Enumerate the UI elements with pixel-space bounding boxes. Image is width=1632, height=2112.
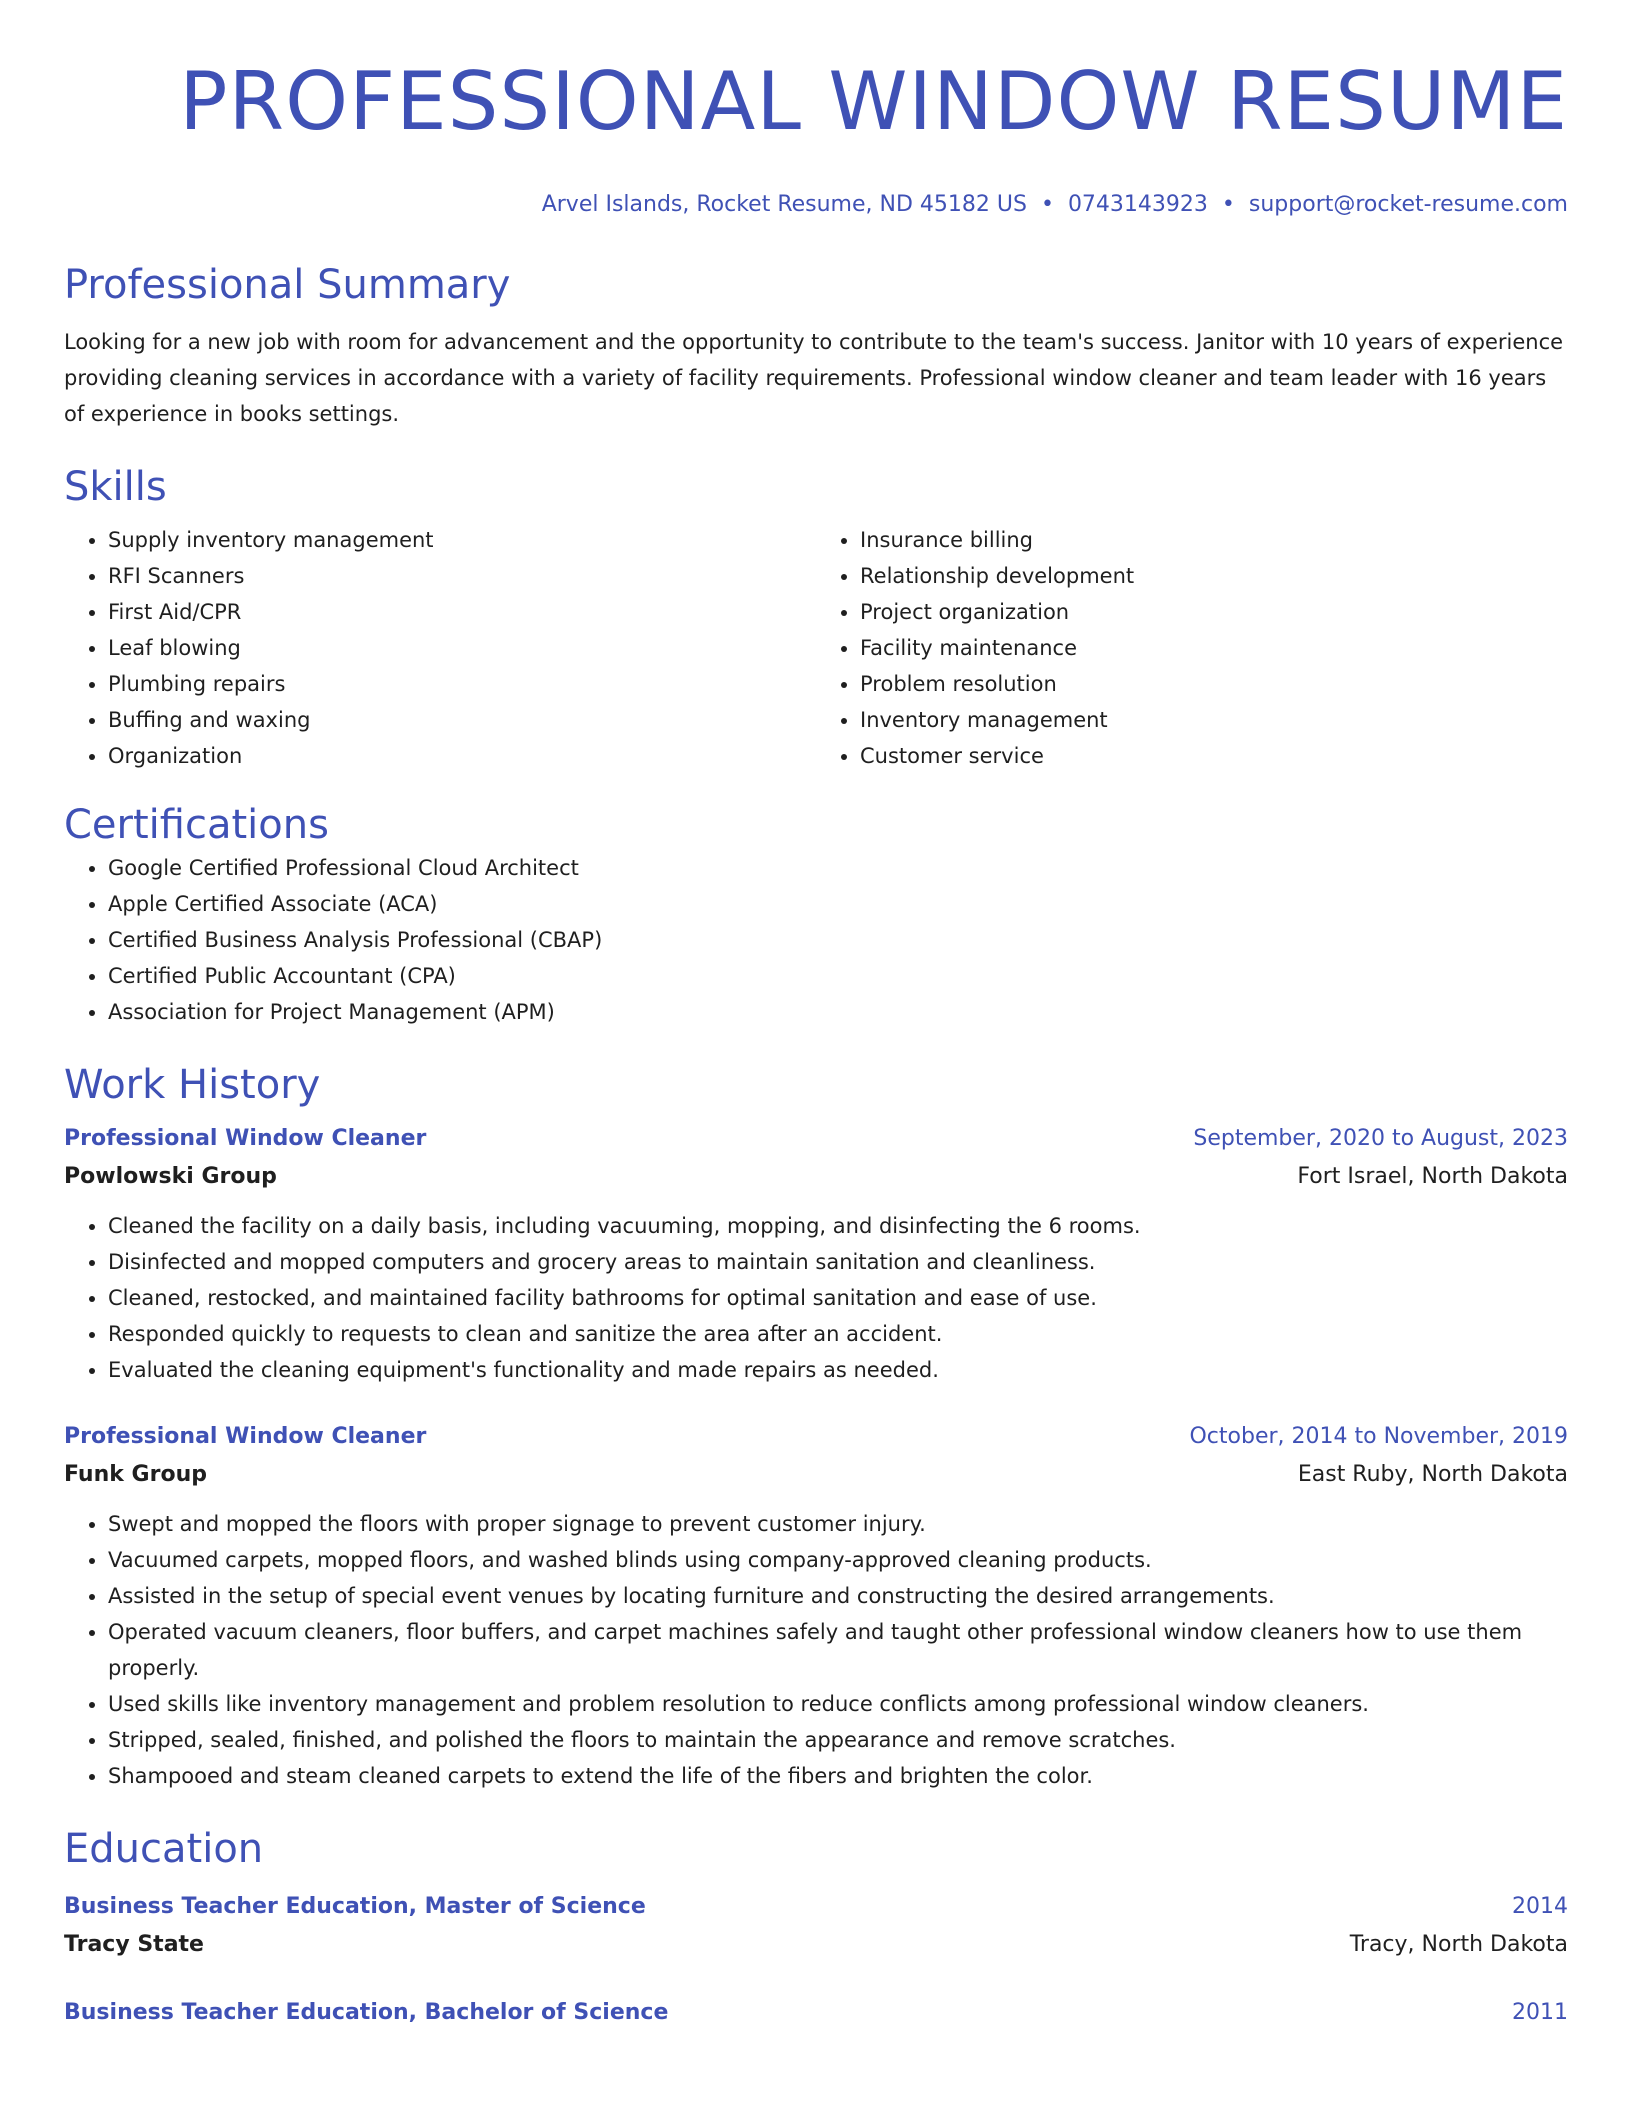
job-duty: • Evaluated the cleaning equipment's functionality and made repairs as needed.	[108, 1352, 1568, 1388]
skill-item: • Project organization	[860, 594, 1568, 630]
contact-line	[64, 190, 1568, 220]
certification-item: • Apple Certified Associate (ACA)	[108, 886, 1568, 922]
skills-section	[64, 462, 1568, 774]
job-duty: • Cleaned the facility on a daily basis, including vacuuming, mopping, and disinfecting the 6 rooms.	[108, 1208, 1568, 1244]
job-duty: • Shampooed and steam cleaned carpets to extend the life of the fibers and brighten the color.	[108, 1758, 1568, 1794]
education-header-row	[64, 1994, 1568, 2032]
job-dates: October, 2014 to November, 2019	[1189, 1424, 1568, 1449]
skill-item: • Inventory management	[860, 702, 1568, 738]
certification-item: • Certified Business Analysis Professional (CBAP)	[108, 922, 1568, 958]
job-duty: • Operated vacuum cleaners, floor buffers, and carpet machines safely and taught other professional window cleaners how to use them properly.	[108, 1614, 1568, 1686]
contact-separator: •	[1221, 192, 1235, 217]
job-duties-list	[64, 1506, 1568, 1794]
skill-item: • Plumbing repairs	[108, 666, 816, 702]
job-role: Professional Window Cleaner	[64, 1126, 427, 1151]
resume-header	[64, 0, 1568, 220]
contact-address: Arvel Islands, Rocket Resume, ND 45182 US	[541, 192, 1027, 217]
skills-list-right	[816, 522, 1568, 774]
certifications-section	[64, 800, 1568, 1030]
job-duty: • Assisted in the setup of special event venues by locating furniture and constructing the desired arrangements.	[108, 1578, 1568, 1614]
job-header-row	[64, 1418, 1568, 1456]
skill-item: • Insurance billing	[860, 522, 1568, 558]
certifications-title: Certifications	[64, 802, 329, 848]
education-year: 2011	[1512, 2000, 1568, 2025]
education-entry	[64, 1888, 1568, 1964]
job-entry	[64, 1120, 1568, 1388]
job-duties-list	[64, 1208, 1568, 1388]
job-company: Powlowski Group	[64, 1164, 277, 1189]
skill-item: • Organization	[108, 738, 816, 774]
skill-item: • RFI Scanners	[108, 558, 816, 594]
job-duty: • Swept and mopped the floors with proper signage to prevent customer injury.	[108, 1506, 1568, 1542]
skills-list-left	[64, 522, 816, 774]
education-degree: Business Teacher Education, Master of Science	[64, 1894, 646, 1919]
skill-item: • Supply inventory management	[108, 522, 816, 558]
skill-item: • Relationship development	[860, 558, 1568, 594]
work-history-title: Work History	[64, 1062, 321, 1108]
summary-title: Professional Summary	[64, 262, 511, 308]
job-duty: • Used skills like inventory management and problem resolution to reduce conflicts among professional window cleaners.	[108, 1686, 1568, 1722]
skill-item: • Customer service	[860, 738, 1568, 774]
certifications-list	[64, 850, 1568, 1030]
education-year: 2014	[1512, 1894, 1568, 1919]
job-duty: • Vacuumed carpets, mopped floors, and washed blinds using company-approved cleaning products.	[108, 1542, 1568, 1578]
contact-separator: •	[1040, 192, 1054, 217]
job-location: East Ruby, North Dakota	[1297, 1462, 1568, 1487]
job-dates: September, 2020 to August, 2023	[1193, 1126, 1568, 1151]
job-role: Professional Window Cleaner	[64, 1424, 427, 1449]
education-location: Tracy, North Dakota	[1349, 1932, 1568, 1957]
summary-text: Looking for a new job with room for advancement and the opportunity to contribute to the team's success. Janitor with 10 years of experience providing cleaning services in accordance with a variety of facility requirements. Professional window cleaner and team leader with 16 years of experience in books settings.	[64, 330, 1564, 426]
work-history-section	[64, 1060, 1568, 1794]
summary-section	[64, 260, 1568, 432]
job-company-row	[64, 1456, 1568, 1494]
education-section	[64, 1824, 1568, 2032]
job-company-row	[64, 1158, 1568, 1196]
certification-item: • Google Certified Professional Cloud Architect	[108, 850, 1568, 886]
job-header-row	[64, 1120, 1568, 1158]
job-company: Funk Group	[64, 1462, 207, 1487]
skill-item: • First Aid/CPR	[108, 594, 816, 630]
job-duty: • Responded quickly to requests to clean and sanitize the area after an accident.	[108, 1316, 1568, 1352]
skill-item: • Problem resolution	[860, 666, 1568, 702]
education-degree: Business Teacher Education, Bachelor of Science	[64, 2000, 669, 2025]
education-school-row	[64, 1926, 1568, 1964]
contact-email: support@rocket-resume.com	[1248, 192, 1568, 217]
skill-item: • Buffing and waxing	[108, 702, 816, 738]
job-duty: • Disinfected and mopped computers and grocery areas to maintain sanitation and cleanliness.	[108, 1244, 1568, 1280]
certification-item: • Association for Project Management (APM)	[108, 994, 1568, 1030]
skill-item: • Leaf blowing	[108, 630, 816, 666]
skill-item: • Facility maintenance	[860, 630, 1568, 666]
contact-phone: 0743143923	[1067, 192, 1208, 217]
job-location: Fort Israel, North Dakota	[1297, 1164, 1568, 1189]
education-school: Tracy State	[64, 1932, 204, 1957]
certification-item: • Certified Public Accountant (CPA)	[108, 958, 1568, 994]
resume-name: PROFESSIONAL WINDOW RESUME	[179, 55, 1568, 148]
skills-columns	[64, 522, 1568, 774]
job-entry	[64, 1418, 1568, 1794]
job-duty: • Stripped, sealed, finished, and polished the floors to maintain the appearance and remove scratches.	[108, 1722, 1568, 1758]
skills-title: Skills	[64, 464, 167, 510]
education-title: Education	[64, 1826, 264, 1872]
education-entry	[64, 1994, 1568, 2032]
education-header-row	[64, 1888, 1568, 1926]
job-duty: • Cleaned, restocked, and maintained facility bathrooms for optimal sanitation and ease of use.	[108, 1280, 1568, 1316]
